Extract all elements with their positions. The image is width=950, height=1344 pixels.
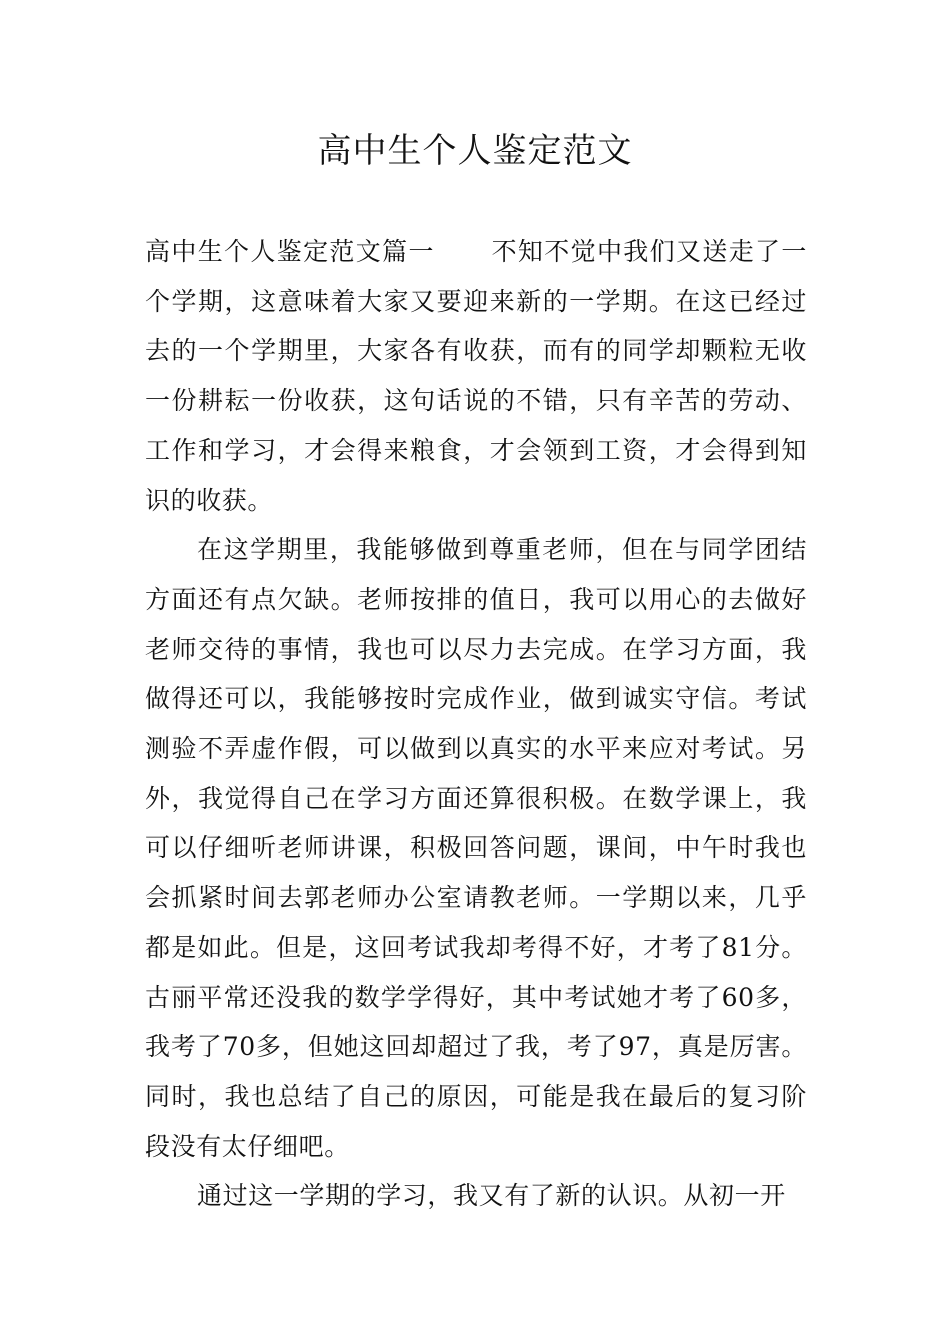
paragraph-1-text: 不知不觉中我们又送走了一个学期，这意味着大家又要迎来新的一学期。在这已经过去的一个学期里，大家各有收获，而有的同学却颗粒无收一份耕耘一份收获，这句话说的不错，只有辛苦的劳动、工作和学习，才会得来粮食，才会领到工资，才会得到知识的收获。: [145, 237, 807, 515]
document-title: 高中生个人鉴定范文: [317, 131, 633, 171]
paragraph-3: 通过这一学期的学习，我又有了新的认识。从初一开: [197, 1181, 786, 1211]
paragraph-2: 在这学期里，我能够做到尊重老师，但在与同学团结方面还有点欠缺。老师按排的值日，我可以用心的去做好老师交待的事情，我也可以尽力去完成。在学习方面，我做得还可以，我能够按时完成作业，做到诚实守信。考试测验不弄虚作假，可以做到以真实的水平来应对考试。另外，我觉得自己在学习方面还算很积极。在数学课上，我可以仔细听老师讲课，积极回答问题，课间，中午时我也会抓紧时间去郭老师办公室请教老师。一学期以来，几乎都是如此。但是，这回考试我却考得不好，才考了81分。古丽平常还没我的数学学得好，其中考试她才考了60多，我考了70多，但她这回却超过了我，考了97，真是厉害。同时，我也总结了自己的原因，可能是我在最后的复习阶段没有太仔细吧。: [145, 535, 807, 1161]
paragraph-1: [145, 227, 807, 525]
document-body: [145, 227, 807, 1221]
section-heading: 高中生个人鉴定范文篇一: [145, 237, 435, 266]
